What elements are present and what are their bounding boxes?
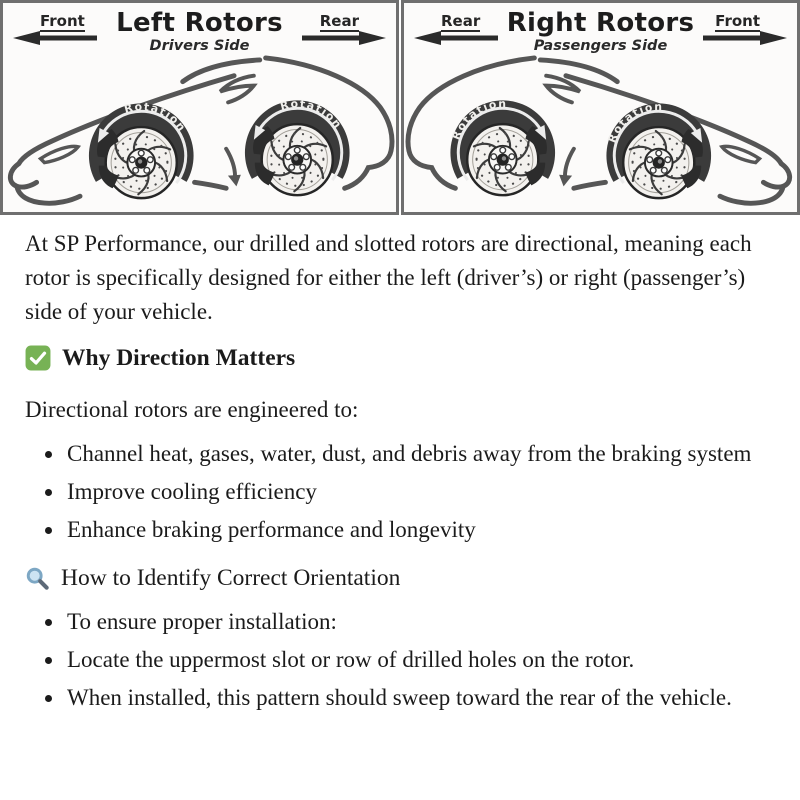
car-illustration-left	[3, 54, 396, 210]
list-item: • To ensure proper installation:	[65, 605, 770, 639]
intro-paragraph: At SP Performance, our drilled and slotted rotors are directional, meaning each rotor is specifically designed for either the left (driver’s) or right (passenger’s) side of your vehicle.	[25, 231, 752, 324]
rotation-label: Rotation	[278, 97, 345, 132]
rotation-label: Rotation	[122, 100, 189, 135]
rotation-label: Rotation	[449, 97, 508, 142]
engineered-intro: Directional rotors are engineered to:	[25, 397, 359, 422]
panel-titles	[502, 10, 699, 54]
direction-indicator-rear	[414, 13, 502, 49]
right-arrow-icon	[701, 31, 787, 45]
list-item: • Channel heat, gases, water, dust, and debris away from the braking system	[65, 437, 770, 471]
panel-subtitle: Passengers Side	[533, 38, 668, 54]
why-list	[25, 437, 770, 547]
identify-list	[25, 605, 770, 715]
list-item: • Improve cooling efficiency	[65, 475, 770, 509]
panel-header	[404, 3, 797, 54]
panel-title: Left Rotors	[116, 8, 283, 38]
panel-title: Right Rotors	[506, 8, 695, 38]
panel-header	[3, 3, 396, 54]
left-rotors-panel	[0, 0, 399, 215]
article-body	[0, 215, 800, 715]
car-illustration-right	[404, 54, 797, 210]
list-item: • Enhance braking performance and longevity	[65, 513, 770, 547]
magnifying-glass-icon	[25, 566, 50, 591]
rotor-direction-diagram	[0, 0, 800, 215]
heading-text: Why Direction Matters	[62, 345, 296, 371]
why-direction-heading	[25, 341, 770, 375]
direction-indicator-front	[13, 13, 101, 49]
identify-orientation-heading	[25, 561, 770, 595]
direction-label: Front	[40, 12, 85, 30]
list-item: • When installed, this pattern should sweep toward the rear of the vehicle.	[65, 681, 770, 715]
right-rotors-panel	[401, 0, 800, 215]
right-arrow-icon	[300, 31, 386, 45]
rotation-label: Rotation	[605, 100, 664, 145]
heading-text: How to Identify Correct Orientation	[61, 565, 401, 591]
direction-label: Front	[715, 12, 760, 30]
direction-label: Rear	[441, 12, 481, 30]
check-mark-icon	[25, 345, 51, 371]
left-arrow-icon	[13, 31, 99, 45]
list-item: • Locate the uppermost slot or row of drilled holes on the rotor.	[65, 643, 770, 677]
panel-titles	[101, 10, 298, 54]
direction-label: Rear	[319, 12, 359, 30]
panel-subtitle: Drivers Side	[149, 38, 250, 54]
direction-indicator-rear	[298, 13, 386, 49]
left-arrow-icon	[414, 31, 500, 45]
direction-indicator-front	[699, 13, 787, 49]
